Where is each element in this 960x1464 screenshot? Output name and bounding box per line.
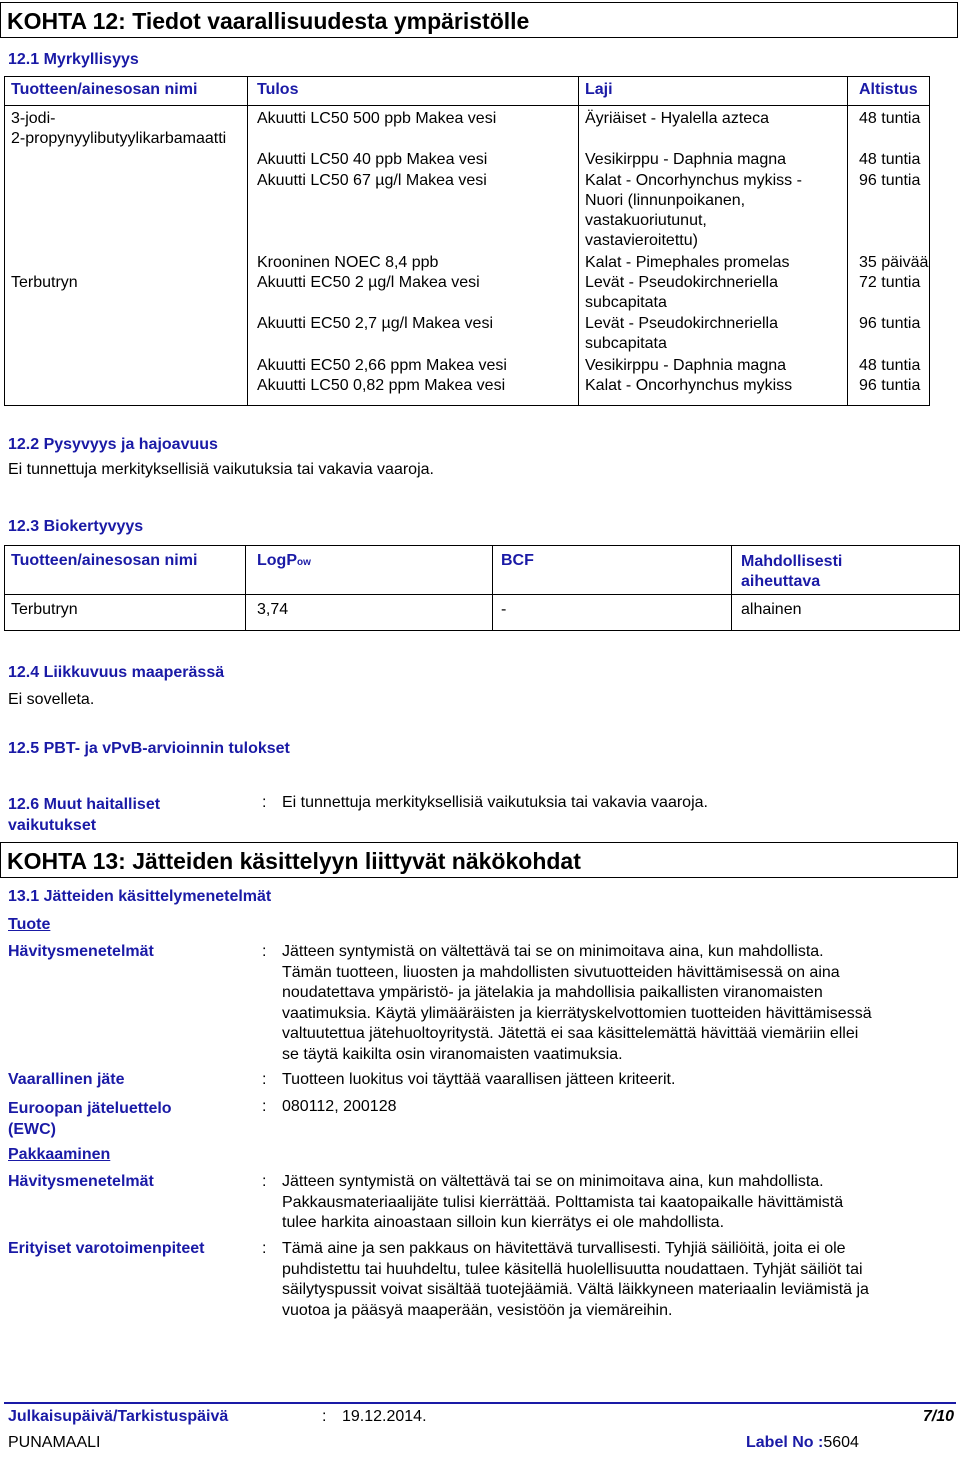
pack-disposal-text — [282, 1172, 843, 1234]
toxicity-cell-exposure: 96 tuntia — [859, 172, 921, 189]
toxicity-cell-species: Vesikirppu - Daphnia magna — [585, 357, 787, 374]
toxicity-cell-exposure: 96 tuntia — [859, 377, 921, 394]
toxicity-cell-species: Levät - Pseudokirchneriella — [585, 315, 778, 332]
toxicity-cell-result: Akuutti EC50 2,7 µg/l Makea vesi — [257, 315, 493, 332]
ewc-label: Euroopan jäteluettelo (EWC) — [8, 1100, 172, 1138]
text-line: tulee harkita ainoastaan silloin kun kierrätys ei ole mahdollista. — [282, 1214, 725, 1231]
disposal-label: Hävitysmenetelmät — [8, 943, 154, 960]
toxicity-cell-name: 3-jodi- — [11, 110, 56, 127]
precautions-text — [282, 1239, 869, 1321]
toxicity-cell-exposure: 48 tuntia — [859, 357, 921, 374]
footer-date-label: Julkaisupäivä/Tarkistuspäivä — [8, 1408, 229, 1425]
disposal-colon: : — [262, 943, 267, 960]
toxicity-cell-result: Akuutti EC50 2 µg/l Makea vesi — [257, 274, 480, 291]
text-line: säilytyspussit voivat sisältää tuotejäämiä. Vältä läikkyneen materiaalin leviämistä ja — [282, 1281, 869, 1298]
hazardous-waste-label: Vaarallinen jäte — [8, 1071, 125, 1088]
pack-disposal-colon: : — [262, 1173, 267, 1190]
header-species: Laji — [585, 81, 613, 98]
footer-page-number: 7/10 — [922, 1408, 954, 1425]
footer-date-colon: : — [322, 1408, 327, 1425]
bio-header-logp: LogPow — [257, 552, 311, 569]
toxicity-cell-result: Krooninen NOEC 8,4 ppb — [257, 254, 439, 271]
subsection-12-6-text: Ei tunnettuja merkityksellisiä vaikutuksia tai vakavia vaaroja. — [282, 794, 708, 811]
toxicity-cell-result: Akuutti LC50 40 ppb Makea vesi — [257, 151, 488, 168]
toxicity-cell-exposure: 48 tuntia — [859, 151, 921, 168]
text-line: Jätteen syntymistä on vältettävä tai se on minimoitava aina, kun mahdollista. — [282, 1173, 824, 1190]
toxicity-cell-exposure: 72 tuntia — [859, 274, 921, 291]
bioaccumulation-table — [4, 545, 960, 631]
toxicity-cell-species: Kalat - Oncorhynchus mykiss - — [585, 172, 802, 189]
section-12-title: KOHTA 12: Tiedot vaarallisuudesta ympäristölle — [0, 2, 958, 38]
header-exposure: Altistus — [859, 81, 918, 98]
disposal-text — [282, 942, 872, 1065]
bio-cell-logp: 3,74 — [257, 601, 289, 618]
precautions-label: Erityiset varotoimenpiteet — [8, 1240, 205, 1257]
toxicity-cell-species: subcapitata — [585, 294, 667, 311]
toxicity-cell-species: Levät - Pseudokirchneriella — [585, 274, 778, 291]
hazardous-waste-text: Tuotteen luokitus voi täyttää vaarallisen jätteen kriteerit. — [282, 1071, 676, 1088]
subsection-12-3-title: 12.3 Biokertyvyys — [8, 518, 144, 535]
bio-header-bcf: BCF — [501, 552, 534, 569]
packaging-label: Pakkaaminen — [8, 1146, 111, 1163]
bio-cell-bcf: - — [501, 601, 507, 618]
toxicity-cell-exposure: 48 tuntia — [859, 110, 921, 127]
text-line: Pakkausmateriaalijäte tulisi kierrättää. Polttamista tai kaatopaikalle hävittämistä — [282, 1193, 844, 1211]
text-line: noudatettava ympäristö- ja jätelakia ja mahdollisia paikallisten viranomaisten — [282, 984, 823, 1001]
footer-divider — [4, 1402, 956, 1404]
toxicity-cell-result: Akuutti LC50 0,82 ppm Makea vesi — [257, 377, 506, 394]
subsection-12-2-text: Ei tunnettuja merkityksellisiä vaikutuksia tai vakavia vaaroja. — [8, 461, 434, 478]
bio-header-name: Tuotteen/ainesosan nimi — [11, 552, 198, 569]
toxicity-cell-species: Nuori (linnunpoikanen, — [585, 192, 746, 209]
hazardous-colon: : — [262, 1071, 267, 1088]
toxicity-cell-species: Vesikirppu - Daphnia magna — [585, 151, 787, 168]
ewc-colon: : — [262, 1098, 267, 1115]
product-label: Tuote — [8, 916, 51, 933]
bio-cell-name: Terbutryn — [11, 601, 78, 618]
section-13-title: KOHTA 13: Jätteiden käsittelyyn liittyvät näkökohdat — [0, 842, 958, 878]
bio-header-potential: Mahdollisesti aiheuttava — [741, 553, 843, 590]
toxicity-cell-result: Akuutti LC50 500 ppb Makea vesi — [257, 110, 497, 127]
text-line: se täytä kaikilta osin viranomaisten vaatimuksia. — [282, 1045, 623, 1063]
toxicity-cell-result: Akuutti EC50 2,66 ppm Makea vesi — [257, 357, 507, 374]
header-result: Tulos — [257, 81, 299, 98]
toxicity-cell-name: Terbutryn — [11, 274, 78, 291]
text-line: vaatimuksia. Käytä ylimääräisten ja kierrätyskelvottomien tuotteiden hävittämisessä — [282, 1004, 872, 1022]
toxicity-cell-species: Kalat - Oncorhynchus mykiss — [585, 377, 793, 394]
toxicity-cell-species: Kalat - Pimephales promelas — [585, 254, 790, 271]
text-line: Jätteen syntymistä on vältettävä tai se on minimoitava aina, kun mahdollista. — [282, 943, 824, 960]
footer-label-no: Label No :5604 — [746, 1434, 859, 1451]
subsection-12-4-title: 12.4 Liikkuvuus maaperässä — [8, 664, 225, 681]
text-line: Tämän tuotteen, liuosten ja mahdollisten sivutuotteiden hävittämisessä on aina — [282, 963, 840, 981]
ewc-text: 080112, 200128 — [282, 1098, 397, 1115]
toxicity-cell-name: 2-propynyylibutyylikarbamaatti — [11, 130, 227, 147]
toxicity-cell-species: subcapitata — [585, 335, 667, 352]
toxicity-cell-result: Akuutti LC50 67 µg/l Makea vesi — [257, 172, 487, 189]
toxicity-cell-species: vastavieroitettu) — [585, 232, 698, 249]
bio-cell-potential: alhainen — [741, 601, 802, 618]
header-name: Tuotteen/ainesosan nimi — [11, 81, 198, 98]
subsection-12-6-title: 12.6 Muut haitalliset vaikutukset — [8, 796, 161, 834]
subsection-12-6-colon: : — [262, 794, 267, 811]
subsection-12-1-title: 12.1 Myrkyllisyys — [8, 51, 139, 68]
toxicity-cell-species: Äyriäiset - Hyalella azteca — [585, 110, 770, 127]
footer-date-value: 19.12.2014. — [342, 1408, 427, 1425]
toxicity-cell-exposure: 35 päivää — [859, 254, 929, 271]
precautions-colon: : — [262, 1240, 267, 1257]
text-line: valtuutettua jätehuoltoyritystä. Jätettä ei saa käsittelemättä hävittää viemäriin ellei — [282, 1025, 859, 1042]
subsection-13-1-title: 13.1 Jätteiden käsittelymenetelmät — [8, 888, 272, 905]
subsection-12-2-title: 12.2 Pysyvyys ja hajoavuus — [8, 436, 218, 453]
subsection-12-5-title: 12.5 PBT- ja vPvB-arvioinnin tulokset — [8, 740, 290, 757]
pack-disposal-label: Hävitysmenetelmät — [8, 1173, 154, 1190]
toxicity-table — [4, 76, 930, 406]
text-line: vuotoa ja pääsyä maaperään, vesistöön ja viemäreihin. — [282, 1301, 673, 1319]
text-line: puhdistettu tai huuhdeltu, tulee käsitellä huolellisuutta noudattaen. Tyhjät säiliöt tai — [282, 1260, 863, 1278]
toxicity-cell-species: vastakuoriutunut, — [585, 212, 707, 229]
toxicity-cell-exposure: 96 tuntia — [859, 315, 921, 332]
footer-product-name: PUNAMAALI — [8, 1434, 101, 1451]
subsection-12-4-text: Ei sovelleta. — [8, 691, 95, 708]
text-line: Tämä aine ja sen pakkaus on hävitettävä turvallisesti. Tyhjiä säiliöitä, joita ei ole — [282, 1240, 846, 1257]
